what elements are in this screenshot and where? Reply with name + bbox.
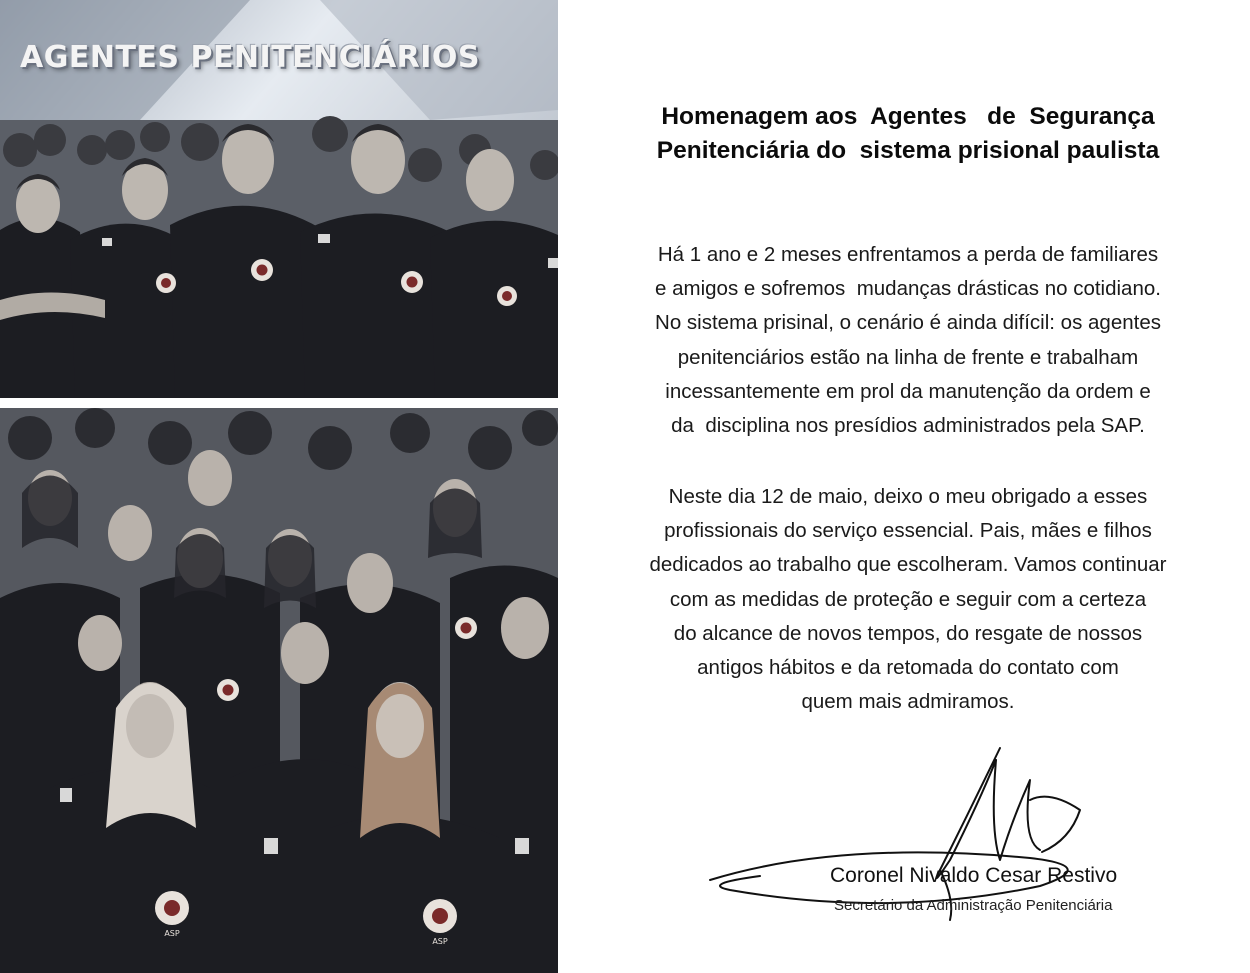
paragraph-line: quem mais admiramos.: [801, 690, 1015, 714]
paragraph-line: da disciplina nos presídios administrados pela SAP.: [671, 414, 1145, 438]
paragraph-2: [560, 480, 1250, 719]
paragraph-line: No sistema prisinal, o cenário é ainda difícil: os agentes: [655, 311, 1161, 335]
paragraph-line: e amigos e sofremos mudanças drásticas no cotidiano.: [655, 277, 1161, 301]
heading-line-2: Penitenciária do sistema prisional paulista: [656, 137, 1160, 164]
badge-label: ASP: [164, 929, 180, 938]
paragraph-line: profissionais do serviço essencial. Pais, mães e filhos: [664, 519, 1152, 543]
banner-title: AGENTES PENITENCIÁRIOS: [20, 40, 481, 75]
badge-label: ASP: [432, 937, 448, 946]
paragraph-line: Neste dia 12 de maio, deixo o meu obrigado a esses: [668, 485, 1148, 508]
paragraph-line: penitenciários estão na linha de frente e trabalham: [677, 345, 1139, 369]
paragraph-line: Há 1 ano e 2 meses enfrentamos a perda de familiares: [657, 243, 1159, 266]
paragraph-line: antigos hábitos e da retomada do contato com: [697, 656, 1119, 680]
heading-line-1: Homenagem aos Agentes de Segurança: [661, 103, 1155, 130]
letter-heading: [560, 100, 1250, 168]
male-agents-photo: [0, 0, 558, 398]
signatory-name: Coronel Nivaldo Cesar Restivo: [830, 864, 1118, 887]
paragraph-line: do alcance de novos tempos, do resgate de nossos: [673, 621, 1143, 645]
paragraph-line: dedicados ao trabalho que escolheram. Vamos continuar: [649, 553, 1167, 577]
paragraph-line: com as medidas de proteção e seguir com a certeza: [669, 587, 1147, 611]
paragraph-1: [560, 238, 1250, 443]
paragraph-line: incessantemente em prol da manutenção da ordem e: [665, 379, 1151, 403]
female-agents-illustration: [0, 408, 558, 973]
female-agents-photo: [0, 408, 558, 973]
signatory-role: Secretário da Administração Penitenciária: [834, 897, 1113, 914]
